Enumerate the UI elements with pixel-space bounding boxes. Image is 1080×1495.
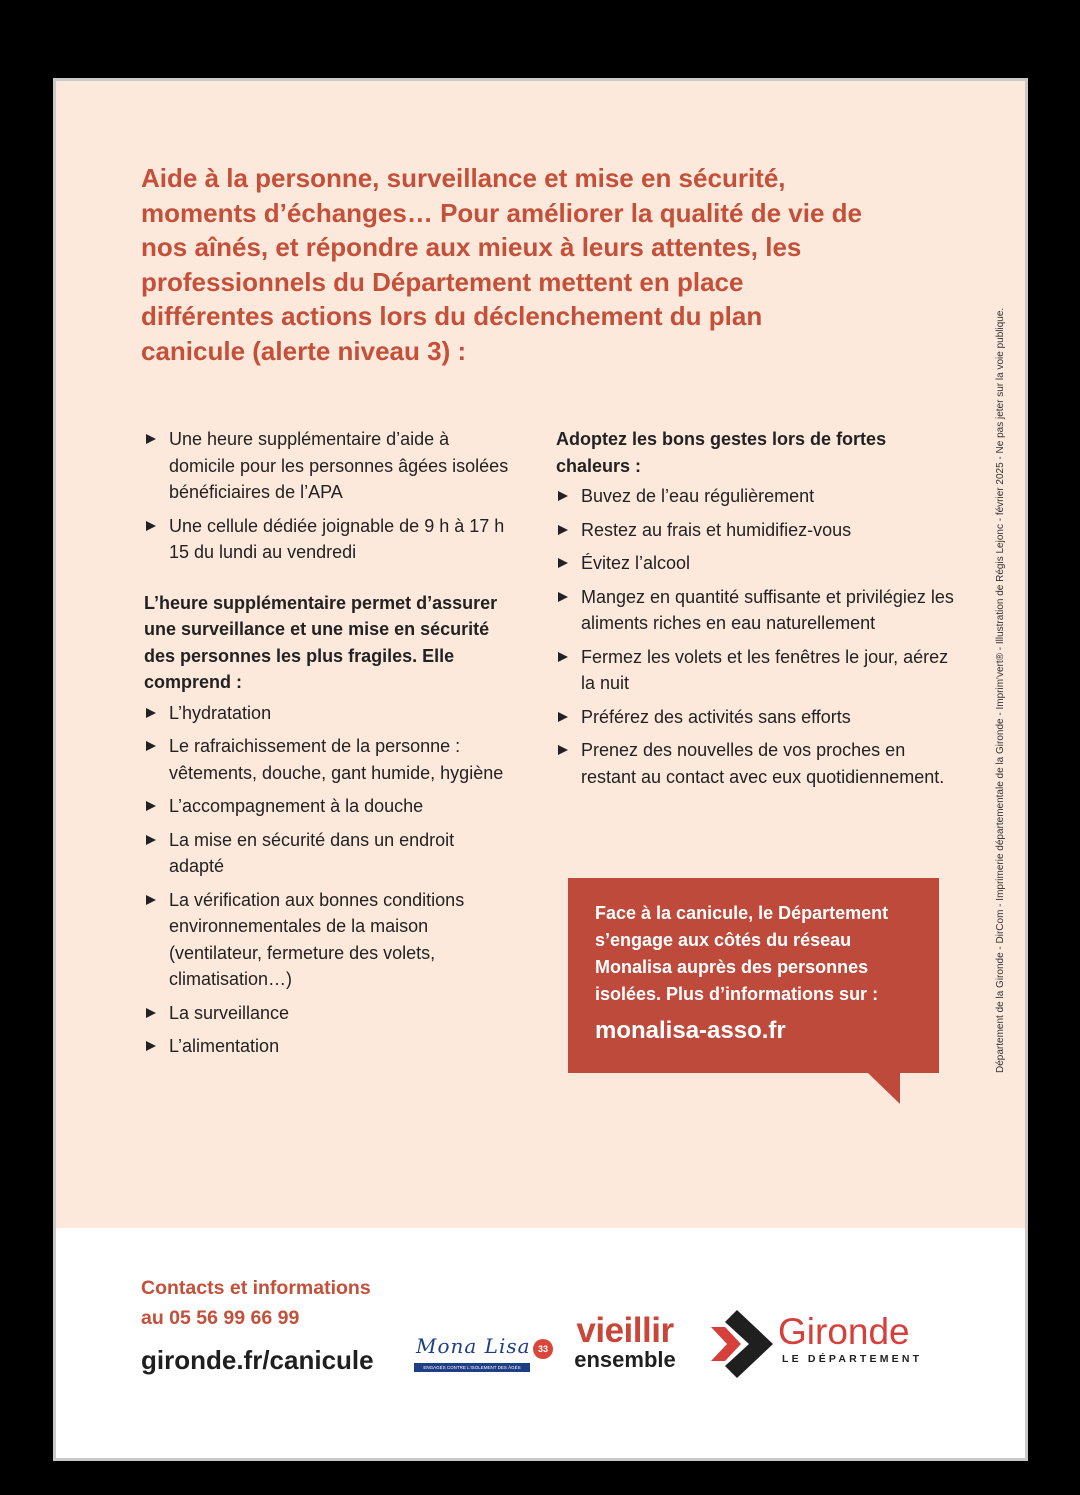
list-item: Mangez en quantité suffisante et privilégiez les aliments riches en eau naturellement bbox=[556, 584, 956, 637]
callout-text: Face à la canicule, le Département s’engage aux côtés du réseau Monalisa auprès des personnes isolées. Plus d’informations sur : bbox=[595, 903, 889, 1004]
arrow-bullet-icon bbox=[146, 741, 156, 751]
includes-list bbox=[144, 700, 514, 1060]
arrow-bullet-icon bbox=[558, 652, 568, 662]
arrow-bullet-icon bbox=[146, 801, 156, 811]
document-page bbox=[53, 78, 1028, 1461]
footer bbox=[56, 1228, 1025, 1458]
arrow-bullet-icon bbox=[558, 592, 568, 602]
list-item: Une heure supplémentaire d’aide à domicile pour les personnes âgées isolées bénéficiaires de l’APA bbox=[144, 426, 514, 506]
list-item: Préférez des activités sans efforts bbox=[556, 704, 956, 731]
tips-list bbox=[556, 483, 956, 790]
arrow-bullet-icon bbox=[146, 708, 156, 718]
arrow-bullet-icon bbox=[558, 491, 568, 501]
list-item: L’hydratation bbox=[144, 700, 514, 727]
gironde-logo: Gironde LE DÉPARTEMENT bbox=[711, 1308, 951, 1378]
arrow-bullet-icon bbox=[558, 745, 568, 755]
arrow-bullet-icon bbox=[146, 521, 156, 531]
list-item: Évitez l’alcool bbox=[556, 550, 956, 577]
list-item: La mise en sécurité dans un endroit adapté bbox=[144, 827, 514, 880]
left-column bbox=[144, 426, 514, 1067]
document-sheet bbox=[56, 81, 1025, 1458]
phone-number[interactable]: au 05 56 99 66 99 bbox=[141, 1307, 300, 1329]
right-heading: Adoptez les bons gestes lors de fortes chaleurs : bbox=[556, 429, 887, 476]
callout-tail bbox=[868, 1073, 900, 1104]
gironde-emblem-icon bbox=[711, 1310, 775, 1378]
list-item: La vérification aux bonnes conditions environnementales de la maison (ventilateur, fermeture des volets, climatisation…) bbox=[144, 887, 514, 993]
monalisa-badge: 33 bbox=[533, 1339, 553, 1359]
arrow-bullet-icon bbox=[558, 558, 568, 568]
arrow-bullet-icon bbox=[146, 1008, 156, 1018]
arrow-bullet-icon bbox=[558, 525, 568, 535]
measures-list bbox=[144, 426, 514, 566]
arrow-bullet-icon bbox=[146, 1041, 156, 1051]
list-item: Fermez les volets et les fenêtres le jour, aérez la nuit bbox=[556, 644, 956, 697]
left-heading: L’heure supplémentaire permet d’assurer une surveillance et une mise en sécurité des personnes les plus fragiles. Elle comprend : bbox=[144, 592, 498, 692]
monalisa-logo: Mona Lisa ENGAGÉS CONTRE L'ISOLEMENT DES ÂGÉS 33 bbox=[414, 1334, 550, 1378]
right-column bbox=[556, 426, 956, 797]
vieillir-ensemble-logo: vieillir ensemble bbox=[574, 1311, 676, 1372]
list-item: L’accompagnement à la douche bbox=[144, 793, 514, 820]
arrow-bullet-icon bbox=[558, 712, 568, 722]
side-credit: Département de la Gironde - DirCom - Imprimerie départementale de la Gironde - Imprim'vert® - Illustration de Régis Lejonc - février 2025 - Ne pas jeter sur la voie publique. bbox=[995, 307, 1006, 1073]
list-item: Prenez des nouvelles de vos proches en restant au contact avec eux quotidiennement. bbox=[556, 737, 956, 790]
list-item: L’alimentation bbox=[144, 1033, 514, 1060]
list-item: La surveillance bbox=[144, 1000, 514, 1027]
arrow-bullet-icon bbox=[146, 434, 156, 444]
list-item: Buvez de l’eau régulièrement bbox=[556, 483, 956, 510]
arrow-bullet-icon bbox=[146, 835, 156, 845]
list-item: Restez au frais et humidifiez-vous bbox=[556, 517, 956, 544]
website-link[interactable]: gironde.fr/canicule bbox=[141, 1345, 374, 1375]
intro-paragraph: Aide à la personne, surveillance et mise en sécurité, moments d’échanges… Pour améliorer la qualité de vie de nos aînés, et répondre aux mieux à leurs attentes, les professionnels du Département mettent en place différentes actions lors du déclenchement du plan canicule (alerte niveau 3) : bbox=[141, 163, 863, 366]
list-item: Une cellule dédiée joignable de 9 h à 17 h 15 du lundi au vendredi bbox=[144, 513, 514, 566]
callout-link[interactable]: monalisa-asso.fr bbox=[595, 1017, 786, 1044]
monalisa-callout bbox=[568, 878, 939, 1073]
arrow-bullet-icon bbox=[146, 895, 156, 905]
contact-info: Contacts et informations au 05 56 99 66 99 bbox=[141, 1273, 371, 1333]
list-item: Le rafraichissement de la personne : vêtements, douche, gant humide, hygiène bbox=[144, 733, 514, 786]
